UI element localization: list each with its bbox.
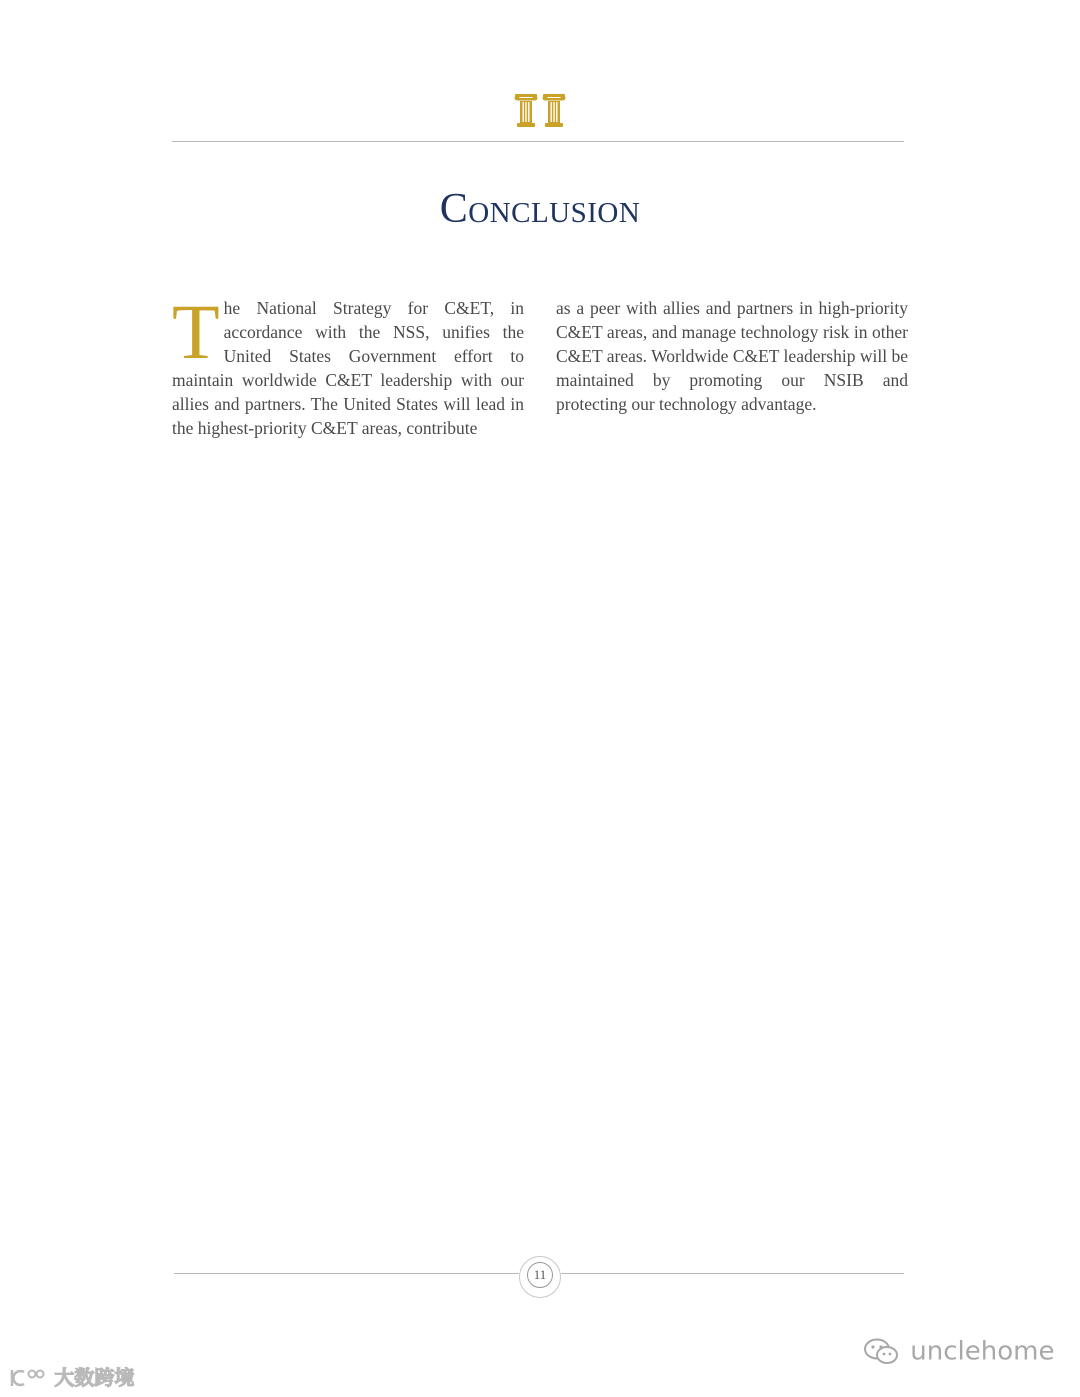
wechat-icon — [862, 1337, 902, 1367]
watermark-text-right: unclehome — [910, 1336, 1055, 1367]
page-title: Conclusion — [439, 186, 641, 232]
body-text-right: as a peer with allies and partners in high-priority C&ET areas, and manage technology risk in other C&ET areas. Worldwide C&ET leadership will be maintained by promoting our NSIB and protecting our technology advantage. — [556, 298, 908, 414]
header-divider — [172, 141, 904, 142]
watermark-unclehome — [862, 1334, 1054, 1368]
body-text-left: he National Strategy for C&ET, in accordance with the NSS, unifies the United States Government effort to maintain worldwide C&ET leadership with our allies and partners. The United States will lead in the highest-priority C&ET areas, contribute — [172, 298, 524, 438]
drop-cap: T — [172, 288, 220, 375]
page-number-badge — [519, 1256, 561, 1298]
body-column-left — [172, 288, 524, 440]
watermark-text-left: 大数跨境 — [54, 1365, 135, 1390]
page-number: 11 — [527, 1262, 553, 1288]
footer-divider-right — [561, 1273, 904, 1274]
watermark-dashujingjing — [8, 1362, 134, 1390]
footer-divider-left — [174, 1273, 519, 1274]
ic-logo-icon — [8, 1366, 48, 1390]
body-column-right — [556, 296, 908, 416]
twin-ionic-columns-icon — [514, 92, 566, 128]
